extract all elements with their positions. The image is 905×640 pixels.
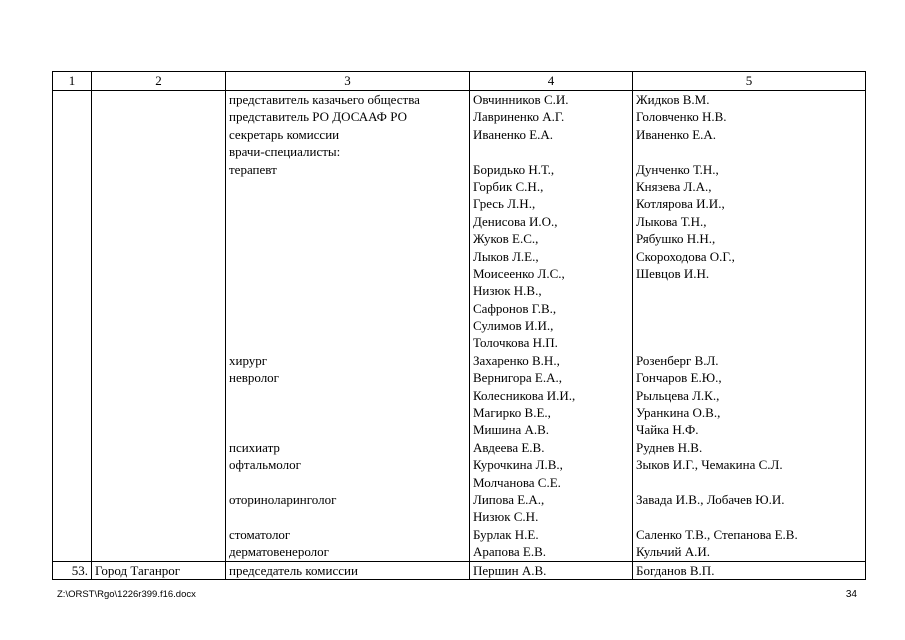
- member-line: Мишина А.В.: [473, 422, 550, 438]
- member-line: Захаренко В.Н.,: [473, 352, 560, 368]
- member-line: Вернигора Е.А.,: [473, 370, 562, 386]
- role-line: [229, 334, 466, 351]
- reserve-line: [636, 282, 862, 299]
- role-line: врачи-специалисты:: [229, 144, 341, 160]
- role-line: [229, 265, 466, 282]
- header-col-4: 4: [470, 72, 633, 91]
- header-col-1: 1: [53, 72, 92, 91]
- role-line: секретарь комиссии: [229, 126, 340, 142]
- reserve-line: [636, 317, 862, 334]
- role-line: дерматовенеролог: [229, 544, 329, 560]
- roles-cell: [226, 91, 470, 562]
- role-line: [229, 230, 466, 247]
- reserve-line: Богданов В.П.: [633, 561, 866, 579]
- reserves-cell: [633, 91, 866, 562]
- role-line: [229, 195, 466, 212]
- member-line: Бурлак Н.Е.: [473, 526, 539, 542]
- commission-table: [52, 71, 866, 580]
- role-line: [229, 282, 466, 299]
- member-line: Молчанова С.Е.: [473, 474, 561, 490]
- role-line: [229, 387, 466, 404]
- role-line: стоматолог: [229, 526, 291, 542]
- member-line: Горбик С.Н.,: [473, 178, 544, 194]
- role-line: представитель казачьего общества: [229, 92, 420, 107]
- member-line: Низюк С.Н.: [473, 509, 539, 525]
- reserve-line: Рыльцева Л.К.,: [636, 387, 720, 403]
- member-line: [473, 143, 629, 160]
- members-cell: [470, 91, 633, 562]
- reserve-line: Завада И.В., Лобачев Ю.И.: [636, 491, 785, 507]
- table-header-row: [53, 72, 866, 91]
- empty-city-cell: [92, 91, 226, 562]
- reserve-line: Руднев Н.В.: [636, 439, 703, 455]
- reserve-line: Шевцов И.Н.: [636, 265, 710, 281]
- role-line: оториноларинголог: [229, 491, 337, 507]
- member-line: Овчинников С.И.: [473, 92, 569, 107]
- city-name: Город Таганрог: [92, 561, 226, 579]
- reserve-line: Уранкина О.В.,: [636, 405, 721, 421]
- role-line: [229, 421, 466, 438]
- reserve-line: [636, 143, 862, 160]
- member-line: Иваненко Е.А.: [473, 126, 554, 142]
- member-line: Лыков Л.Е.,: [473, 248, 539, 264]
- role-line: [229, 508, 466, 525]
- reserve-line: [636, 300, 862, 317]
- role-line: офтальмолог: [229, 457, 301, 473]
- reserve-line: Гончаров Е.Ю.,: [636, 370, 722, 386]
- reserve-line: [636, 334, 862, 351]
- reserve-line: Скороходова О.Г.,: [636, 248, 735, 264]
- reserve-line: Рябушко Н.Н.,: [636, 231, 716, 247]
- member-line: Сулимов И.И.,: [473, 318, 554, 334]
- role-line: председатель комиссии: [226, 561, 470, 579]
- header-col-3: 3: [226, 72, 470, 91]
- reserve-line: [636, 474, 862, 491]
- member-line: Курочкина Л.В.,: [473, 457, 563, 473]
- continuation-row: [53, 91, 866, 562]
- member-line: Жуков Е.С.,: [473, 231, 539, 247]
- member-line: Авдеева Е.В.: [473, 439, 545, 455]
- reserve-line: Чайка Н.Ф.: [636, 422, 699, 438]
- reserve-line: Иваненко Е.А.: [636, 126, 717, 142]
- page-number: 34: [845, 589, 857, 600]
- role-line: [229, 404, 466, 421]
- reserve-line: Князева Л.А.,: [636, 178, 712, 194]
- file-path: Z:\ORST\Rgo\1226r399.f16.docx: [57, 589, 196, 600]
- member-line: Колесникова И.И.,: [473, 387, 576, 403]
- reserve-line: Жидков В.М.: [636, 92, 710, 107]
- role-line: [229, 317, 466, 334]
- member-line: Липова Е.А.,: [473, 491, 545, 507]
- empty-num-cell: [53, 91, 92, 562]
- member-line: Гресь Л.Н.,: [473, 196, 536, 212]
- header-col-2: 2: [92, 72, 226, 91]
- reserve-line: Дунченко Т.Н.,: [636, 161, 719, 177]
- reserve-line: Котлярова И.И.,: [636, 196, 725, 212]
- member-line: Денисова И.О.,: [473, 213, 558, 229]
- header-col-5: 5: [633, 72, 866, 91]
- reserve-line: Лыкова Т.Н.,: [636, 213, 707, 229]
- member-line: Арапова Е.В.: [473, 544, 547, 560]
- reserve-line: Головченко Н.В.: [636, 109, 727, 125]
- member-line: Боридько Н.Т.,: [473, 161, 555, 177]
- table-row-53: [53, 561, 866, 579]
- reserve-line: Розенберг В.Л.: [636, 352, 719, 368]
- role-line: [229, 213, 466, 230]
- reserve-line: Саленко Т.В., Степанова Е.В.: [636, 526, 798, 542]
- role-line: [229, 248, 466, 265]
- role-line: хирург: [229, 352, 268, 368]
- role-line: [229, 178, 466, 195]
- reserve-line: Кульчий А.И.: [636, 544, 711, 560]
- role-line: психиатр: [229, 439, 280, 455]
- member-line: Лавриненко А.Г.: [473, 109, 565, 125]
- reserve-line: Зыков И.Г., Чемакина С.Л.: [636, 457, 783, 473]
- member-line: Сафронов Г.В.,: [473, 300, 557, 316]
- role-line: невролог: [229, 370, 280, 386]
- role-line: [229, 474, 466, 491]
- role-line: [229, 300, 466, 317]
- member-line: Моисеенко Л.С.,: [473, 265, 565, 281]
- member-line: Низюк Н.В.,: [473, 283, 542, 299]
- member-line: Магирко В.Е.,: [473, 405, 551, 421]
- member-line: Першин А.В.: [470, 561, 633, 579]
- row-number: 53.: [53, 561, 92, 579]
- role-line: терапевт: [229, 161, 277, 177]
- member-line: Толочкова Н.П.: [473, 335, 558, 351]
- reserve-line: [636, 508, 862, 525]
- role-line: представитель РО ДОСААФ РО: [229, 109, 407, 125]
